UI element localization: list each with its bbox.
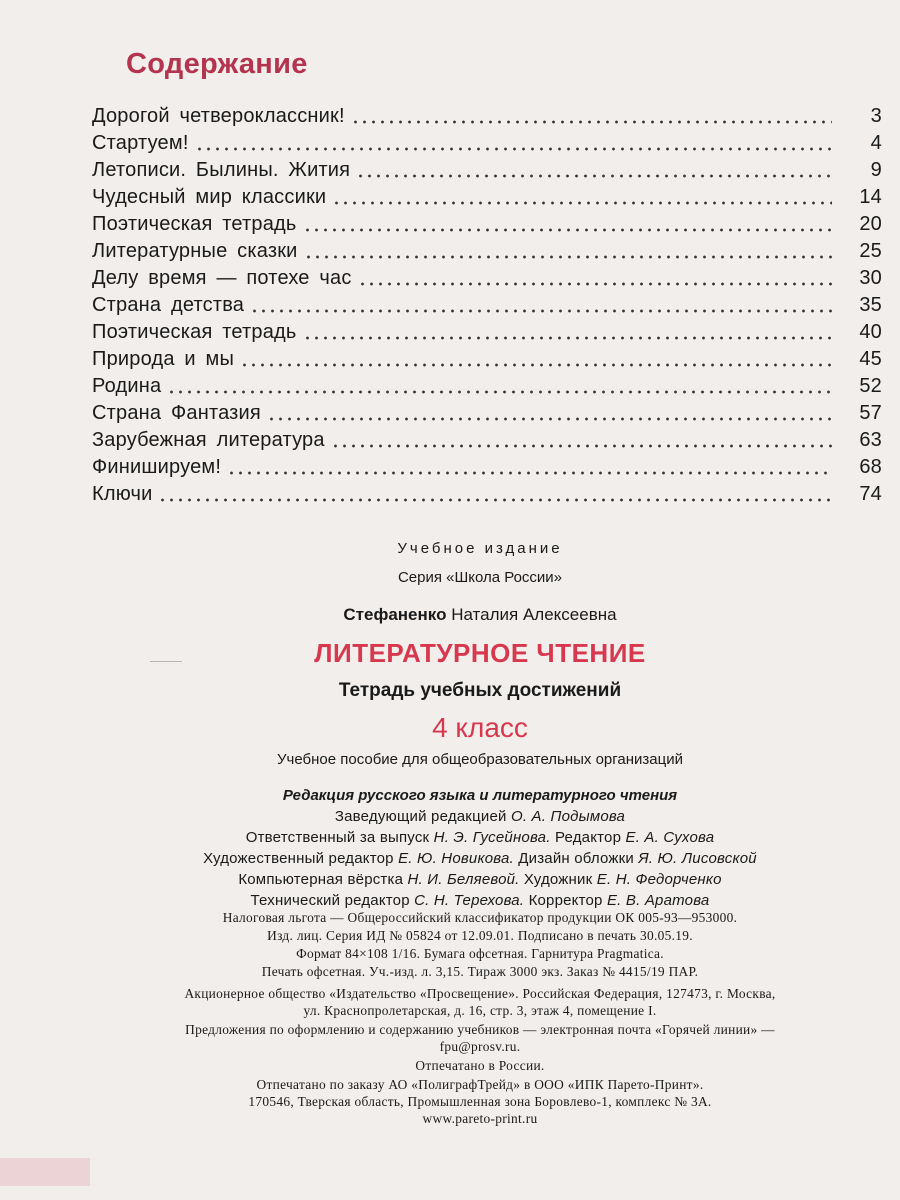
staff-role: Ответственный за выпуск <box>245 829 430 846</box>
staff-line <box>0 808 900 825</box>
toc-item <box>92 346 882 373</box>
toc-item <box>92 319 882 346</box>
staff-line <box>0 850 900 867</box>
book-subtitle: Тетрадь учебных достижений <box>338 680 622 701</box>
toc-leader-dots <box>227 470 832 476</box>
staff-name: Е. Ю. Новикова. <box>398 850 514 867</box>
toc-leader-dots <box>158 497 832 503</box>
toc-item <box>92 373 882 400</box>
toc-leader-dots <box>332 200 832 206</box>
toc-leader-dots <box>195 146 832 152</box>
toc-item-label: Финишируем! <box>92 456 222 478</box>
staff-role: Художественный редактор <box>203 850 394 867</box>
fine-print-line: Налоговая льгота — Общероссийский классификатор продукции ОК 005-93—953000. <box>222 910 738 925</box>
publisher-line: Акционерное общество «Издательство «Просвещение». Российская Федерация, 127473, г. Москва, <box>184 986 776 1001</box>
toc-item <box>92 481 882 508</box>
toc-item-page: 25 <box>859 240 882 262</box>
staff-name: Е. А. Сухова <box>625 829 715 846</box>
suggestions-line: fpu@prosv.ru. <box>439 1039 521 1054</box>
fine-print-line: Печать офсетная. Уч.-изд. л. 3,15. Тираж 3000 экз. Заказ № 4415/19 ПАР. <box>261 964 699 979</box>
toc-item-label: Дорогой четвероклассник! <box>92 105 345 127</box>
grade-label: 4 класс <box>432 712 528 743</box>
toc-item <box>92 130 882 157</box>
suggestions-line: Предложения по оформлению и содержанию учебников — электронная почта «Горячей линии» — <box>185 1022 775 1037</box>
toc-leader-dots <box>167 389 832 395</box>
toc-item <box>92 184 882 211</box>
staff-name: Н. Э. Гусейнова. <box>433 829 551 846</box>
staff-name: Я. Ю. Лисовской <box>638 850 757 867</box>
toc-item-label: Стартуем! <box>92 132 189 154</box>
toc-item-page: 20 <box>859 213 882 235</box>
staff-role: Компьютерная вёрстка <box>238 871 404 888</box>
toc-leader-dots <box>250 308 832 314</box>
toc-leader-dots <box>358 281 832 287</box>
toc-leader-dots <box>356 173 832 179</box>
toc-item <box>92 157 882 184</box>
staff-role: Заведующий редакцией <box>334 808 507 825</box>
toc-item-label: Страна детства <box>92 294 245 316</box>
toc-item-page: 63 <box>859 429 882 451</box>
toc-item-page: 3 <box>870 105 882 127</box>
staff-name: Е. В. Аратова <box>606 892 710 909</box>
toc-item <box>92 454 882 481</box>
toc-item <box>92 265 882 292</box>
toc-list <box>92 103 882 508</box>
toc-title: Содержание <box>126 48 308 80</box>
toc-leader-dots <box>240 362 832 368</box>
toc-leader-dots <box>303 227 832 233</box>
edition-label: Учебное издание <box>397 540 563 557</box>
toc-item-page: 14 <box>859 186 882 208</box>
publisher-line: ул. Краснопролетарская, д. 16, стр. 3, этаж 4, помещение I. <box>303 1003 657 1018</box>
staff-role: Технический редактор <box>250 892 410 909</box>
toc-item <box>92 292 882 319</box>
staff-role: Художник <box>523 871 593 888</box>
corner-stamp <box>0 1158 90 1186</box>
printer-line: 170546, Тверская область, Промышленная зона Боровлево-1, комплекс № 3А. <box>248 1094 712 1109</box>
toc-item-label: Родина <box>92 375 162 397</box>
toc-item-page: 45 <box>859 348 882 370</box>
toc-item-page: 4 <box>870 132 882 154</box>
toc-item <box>92 211 882 238</box>
staff-role: Редактор <box>554 829 622 846</box>
toc-leader-dots <box>303 335 832 341</box>
fine-print-line: Формат 84×108 1/16. Бумага офсетная. Гарнитура Pragmatica. <box>296 946 664 961</box>
toc-item-page: 35 <box>859 294 882 316</box>
author-name: Наталия Алексеевна <box>451 605 617 624</box>
fine-print-line: Изд. лиц. Серия ИД № 05824 от 12.09.01. Подписано в печать 30.05.19. <box>267 928 693 943</box>
toc-item-page: 40 <box>859 321 882 343</box>
toc-item-label: Природа и мы <box>92 348 235 370</box>
toc-item-label: Летописи. Былины. Жития <box>92 159 351 181</box>
toc-item-label: Ключи <box>92 483 153 505</box>
printer-line: Отпечатано по заказу АО «ПолиграфТрейд» в ООО «ИПК Парето-Принт». <box>256 1077 704 1092</box>
toc-item-label: Поэтическая тетрадь <box>92 321 297 343</box>
staff-role: Дизайн обложки <box>518 850 634 867</box>
toc-item-page: 52 <box>859 375 882 397</box>
staff-role: Корректор <box>528 892 603 909</box>
toc-item-label: Страна Фантазия <box>92 402 261 424</box>
staff-line <box>0 871 900 888</box>
toc-leader-dots <box>304 254 832 260</box>
toc-item-page: 9 <box>870 159 882 181</box>
printer-line: www.pareto-print.ru <box>422 1111 538 1126</box>
toc-item <box>92 238 882 265</box>
book-title: ЛИТЕРАТУРНОЕ ЧТЕНИЕ <box>314 638 646 668</box>
toc-item <box>92 400 882 427</box>
toc-item-label: Зарубежная литература <box>92 429 325 451</box>
purpose-label: Учебное пособие для общеобразовательных организаций <box>276 751 683 768</box>
series-label: Серия «Школа России» <box>397 569 563 586</box>
toc-item-label: Делу время — потехе час <box>92 267 352 289</box>
toc-item-page: 74 <box>859 483 882 505</box>
toc-leader-dots <box>267 416 832 422</box>
toc-item <box>92 427 882 454</box>
toc-item-page: 30 <box>859 267 882 289</box>
staff-name: О. А. Подымова <box>510 808 626 825</box>
staff-line <box>0 829 900 846</box>
staff-name: Е. Н. Федорченко <box>596 871 722 888</box>
toc-item-page: 68 <box>859 456 882 478</box>
toc-item-page: 57 <box>859 402 882 424</box>
toc-item-label: Чудесный мир классики <box>92 186 327 208</box>
staff-line <box>0 892 900 909</box>
staff-name: Н. И. Беляевой. <box>407 871 520 888</box>
toc-leader-dots <box>331 443 832 449</box>
author <box>0 605 900 625</box>
editorial-office: Редакция русского языка и литературного чтения <box>282 787 678 804</box>
toc-item <box>92 103 882 130</box>
author-surname: Стефаненко <box>343 605 447 624</box>
staff-name: С. Н. Терехова. <box>414 892 525 909</box>
toc-item-label: Литературные сказки <box>92 240 298 262</box>
toc-item-label: Поэтическая тетрадь <box>92 213 297 235</box>
printed-in-line: Отпечатано в России. <box>415 1058 545 1073</box>
toc-leader-dots <box>351 119 832 125</box>
